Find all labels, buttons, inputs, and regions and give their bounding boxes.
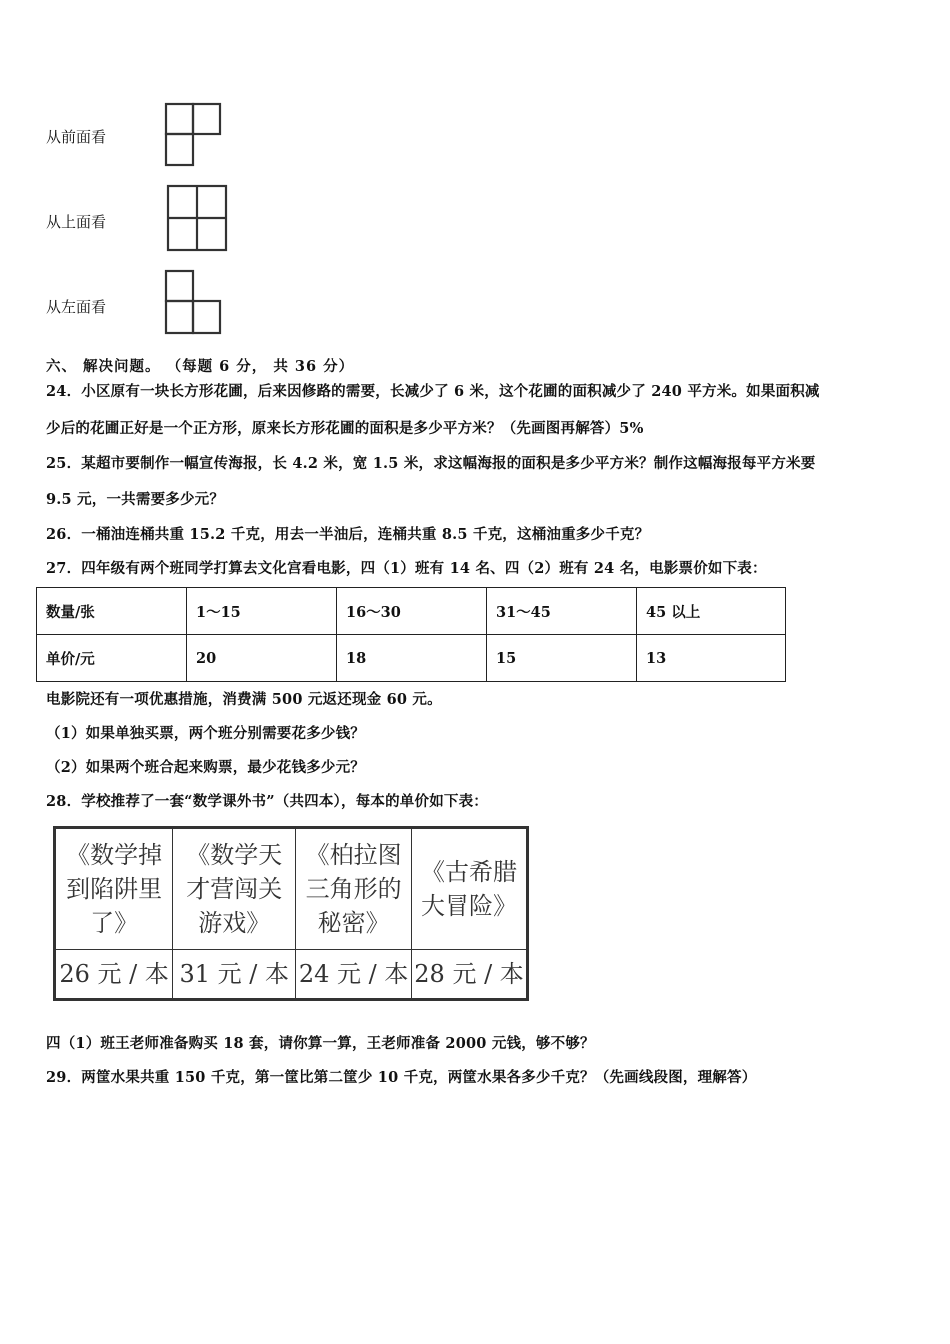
book-price-table: [53, 826, 529, 1001]
table-row: [37, 588, 786, 635]
section-heading: 六、 解决问题。 （每题 6 分， 共 36 分）: [46, 358, 355, 375]
table-row: [37, 635, 786, 682]
view-label-top: 从上面看: [46, 213, 107, 231]
book-name: 《柏拉图三角形的秘密》: [305, 841, 402, 937]
table-cell: 18: [337, 635, 487, 682]
question-28: 28．学校推荐了一套“数学课外书”（共四本），每本的单价如下表：: [46, 793, 489, 810]
table-cell: [296, 828, 412, 950]
table-cell: 13: [637, 635, 786, 682]
table-cell: [173, 828, 296, 950]
table-cell: 31 元 / 本: [173, 950, 296, 1000]
question-27-sub-1: （1）如果单独买票，两个班分别需要花多少钱？: [46, 725, 365, 742]
table-cell: 16～30: [337, 588, 487, 635]
question-25-line-2: 9.5 元，一共需要多少元？: [46, 491, 225, 508]
ticket-price-table: [36, 587, 786, 682]
table-row: [55, 828, 528, 950]
question-24-line-2: 少后的花圃正好是一个正方形，原来长方形花圃的面积是多少平方米？（先画图再解答）5%: [46, 420, 644, 437]
question-29: 29．两筐水果共重 150 千克，第一筐比第二筐少 10 千克，两筐水果各多少千克？（先画线段图，理解答）: [46, 1069, 757, 1086]
question-26: 26．一桶油连桶共重 15.2 千克，用去一半油后，连桶共重 8.5 千克，这桶油重多少千克？: [46, 526, 650, 543]
table-cell: 1～15: [187, 588, 337, 635]
question-24-line-1: 24．小区原有一块长方形花圃，后来因修路的需要，长减少了 6 米，这个花圃的面积减少了 240 平方米。如果面积减: [46, 383, 820, 400]
question-27-sub-2: （2）如果两个班合起来购票，最少花钱多少元？: [46, 759, 365, 776]
front-view-figure: [164, 100, 226, 168]
table-cell: [412, 828, 528, 950]
table-cell: 45 以上: [637, 588, 786, 635]
left-view-figure: [164, 268, 226, 336]
question-27: 27．四年级有两个班同学打算去文化宫看电影，四（1）班有 14 名、四（2）班有 24 名，电影票价如下表：: [46, 560, 767, 577]
table-cell: 24 元 / 本: [296, 950, 412, 1000]
table-cell: 26 元 / 本: [55, 950, 173, 1000]
book-name: 《数学掉到陷阱里了》: [66, 841, 163, 937]
question-28-followup: 四（1）班王老师准备购买 18 套，请你算一算，王老师准备 2000 元钱，够不够？: [46, 1035, 595, 1052]
table-cell: [55, 828, 173, 950]
view-label-left: 从左面看: [46, 298, 107, 316]
table-cell: 数量/张: [37, 588, 187, 635]
book-name: 《数学天才营闯关游戏》: [186, 841, 283, 937]
table-cell: 28 元 / 本: [412, 950, 528, 1000]
table-cell: 20: [187, 635, 337, 682]
question-27-note: 电影院还有一项优惠措施，消费满 500 元返还现金 60 元。: [46, 691, 442, 708]
view-label-front: 从前面看: [46, 128, 107, 146]
question-25-line-1: 25．某超市要制作一幅宣传海报，长 4.2 米，宽 1.5 米，求这幅海报的面积是多少平方米？制作这幅海报每平方米要: [46, 455, 816, 472]
table-row: [55, 950, 528, 1000]
table-cell: 单价/元: [37, 635, 187, 682]
top-view-figure: [164, 183, 230, 253]
book-name: 《古希腊大冒险》: [421, 858, 518, 920]
table-cell: 15: [487, 635, 637, 682]
table-cell: 31～45: [487, 588, 637, 635]
